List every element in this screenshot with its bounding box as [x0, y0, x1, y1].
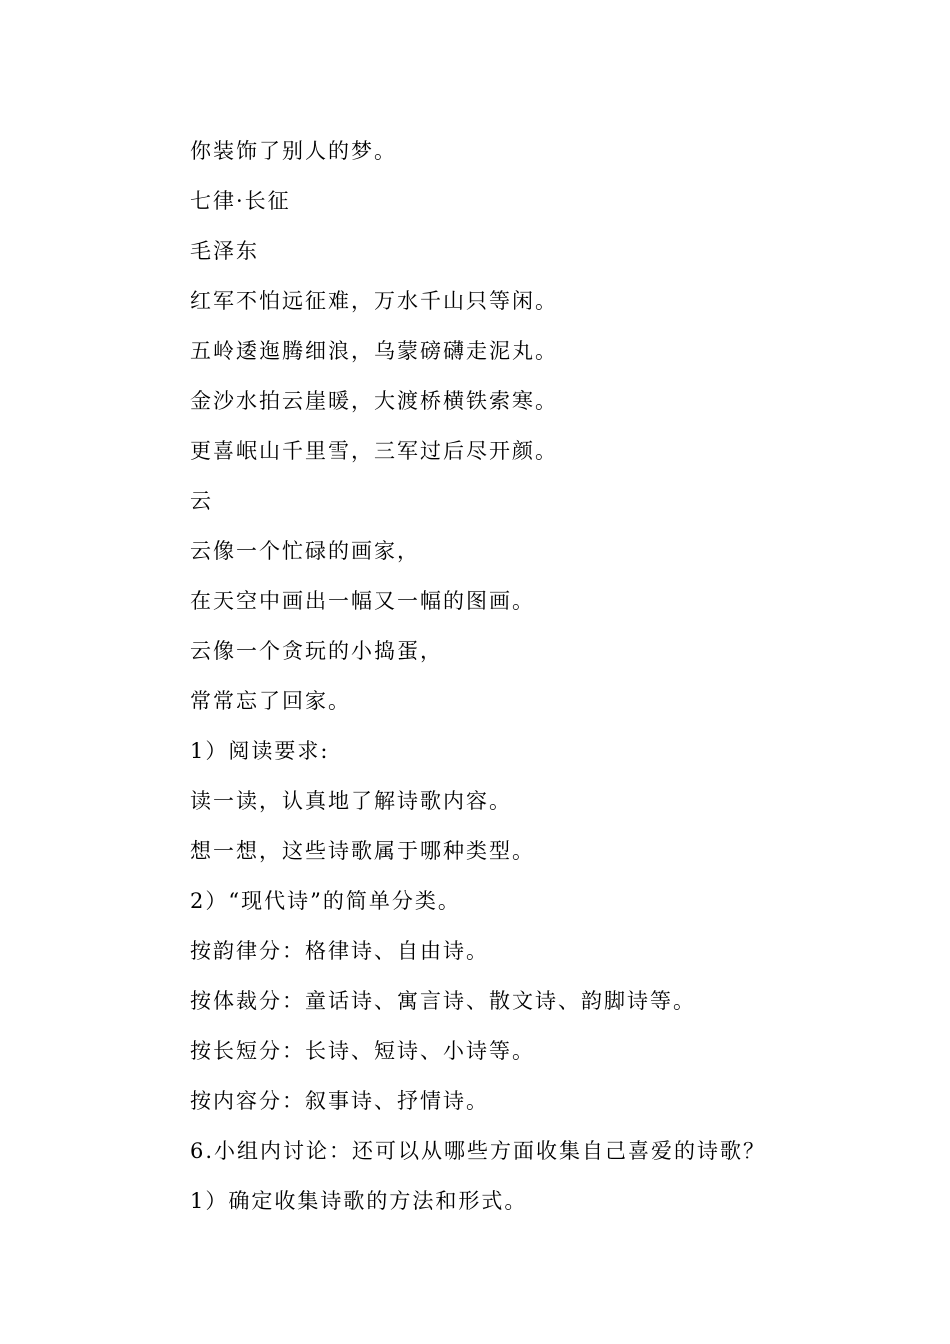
text-line: 按韵律分：格律诗、自由诗。 [190, 939, 489, 963]
poem-verse: 常常忘了回家。 [190, 689, 351, 713]
section-heading: 1）阅读要求: [190, 739, 330, 763]
text-line: 按长短分：长诗、短诗、小诗等。 [190, 1039, 535, 1063]
poem-verse: 云像一个贪玩的小捣蛋， [190, 639, 443, 663]
text-line: 你装饰了别人的梦。 [190, 139, 397, 163]
poem-verse: 五岭逶迤腾细浪，乌蒙磅礴走泥丸。 [190, 339, 558, 363]
section-heading: 6.小组内讨论：还可以从哪些方面收集自己喜爱的诗歌？ [190, 1139, 767, 1163]
poem-verse: 更喜岷山千里雪，三军过后尽开颜。 [190, 439, 558, 463]
text-line: 按内容分：叙事诗、抒情诗。 [190, 1089, 489, 1113]
poem-verse: 云像一个忙碌的画家， [190, 539, 420, 563]
poem-verse: 在天空中画出一幅又一幅的图画。 [190, 589, 535, 613]
section-heading: 1）确定收集诗歌的方法和形式。 [190, 1189, 528, 1213]
text-line: 读一读，认真地了解诗歌内容。 [190, 789, 512, 813]
document-body [190, 126, 890, 1226]
poem-author: 毛泽东 [190, 239, 259, 263]
text-line: 按体裁分：童话诗、寓言诗、散文诗、韵脚诗等。 [190, 989, 696, 1013]
text-line: 想一想，这些诗歌属于哪种类型。 [190, 839, 535, 863]
poem-verse: 金沙水拍云崖暖，大渡桥横铁索寒。 [190, 389, 558, 413]
poem-title: 七律·长征 [190, 189, 291, 213]
poem-title: 云 [190, 489, 213, 513]
section-heading: 2）“现代诗”的简单分类。 [190, 889, 461, 913]
poem-verse: 红军不怕远征难，万水千山只等闲。 [190, 289, 558, 313]
